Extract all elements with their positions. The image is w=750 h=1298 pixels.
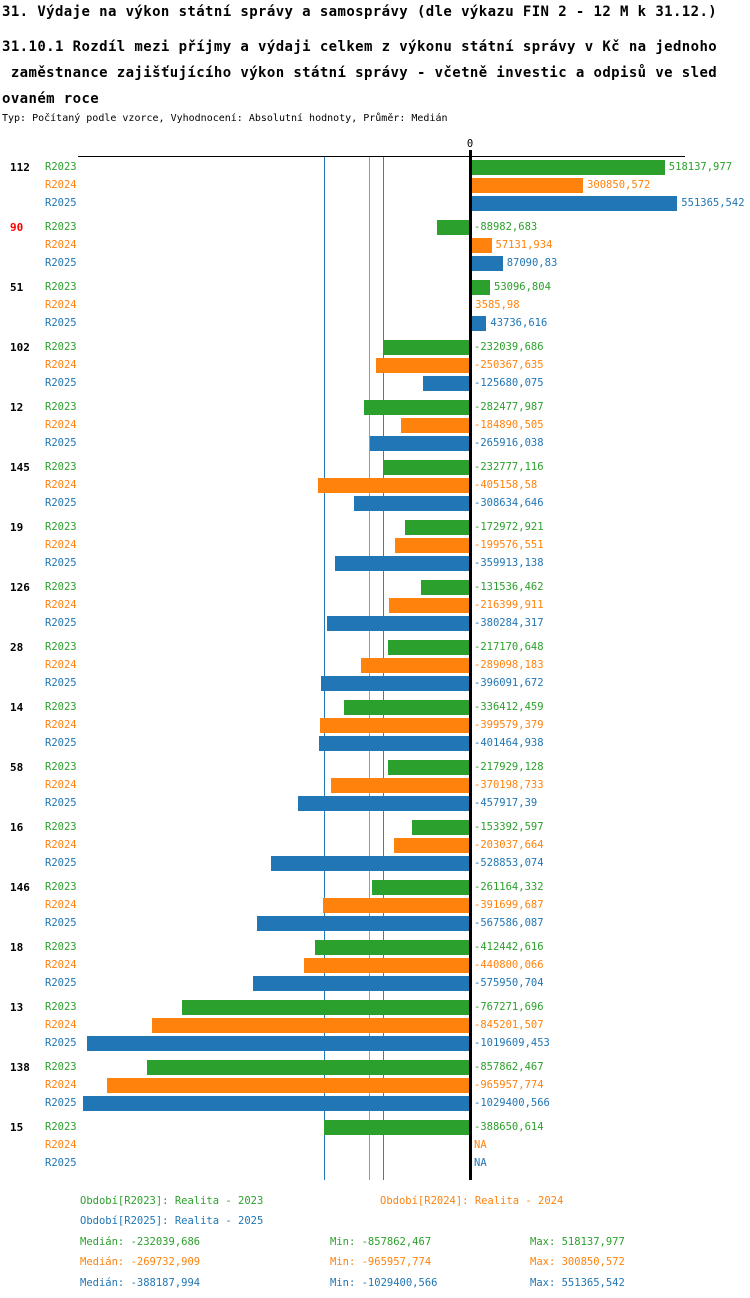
series-label-r2025: R2025 (45, 317, 77, 329)
series-label-r2024: R2024 (45, 359, 77, 371)
bar-r2024[interactable] (395, 538, 470, 553)
series-label-r2023: R2023 (45, 461, 77, 473)
series-label-r2024: R2024 (45, 779, 77, 791)
bar-r2025[interactable] (298, 796, 470, 811)
stat-max-r2024: Max: 300850,572 (530, 1256, 625, 1268)
stat-median-r2023: Medián: -232039,686 (80, 1236, 201, 1248)
bar-r2025[interactable] (321, 676, 470, 691)
value-label-r2025: -308634,646 (474, 497, 544, 509)
stat-max-r2023: Max: 518137,977 (530, 1236, 625, 1248)
bar-r2025[interactable] (470, 196, 677, 211)
bar-r2024[interactable] (389, 598, 470, 613)
value-label-r2025: -125680,075 (474, 377, 544, 389)
value-label-r2024: 3585,98 (475, 299, 520, 311)
value-label-r2025: -528853,074 (474, 857, 544, 869)
bar-r2025[interactable] (370, 436, 470, 451)
value-label-r2023: -153392,597 (474, 821, 544, 833)
bar-r2024[interactable] (361, 658, 470, 673)
series-label-r2023: R2023 (45, 281, 77, 293)
stat-min-r2025: Min: -1029400,566 (330, 1277, 438, 1289)
bar-r2023[interactable] (324, 1120, 470, 1135)
bar-r2023[interactable] (437, 220, 471, 235)
page-subtitle-line-2: zaměstnance zajišťujícího výkon státní správy - včetně investic a odpisů ve sled (2, 65, 718, 81)
bar-r2024[interactable] (318, 478, 470, 493)
stat-min-r2024: Min: -965957,774 (330, 1256, 432, 1268)
value-label-r2024: -370198,733 (474, 779, 544, 791)
series-label-r2025: R2025 (45, 437, 77, 449)
value-label-r2024: -216399,911 (474, 599, 544, 611)
value-label-r2024: -199576,551 (474, 539, 544, 551)
series-label-r2025: R2025 (45, 617, 77, 629)
series-label-r2024: R2024 (45, 179, 77, 191)
series-label-r2023: R2023 (45, 701, 77, 713)
value-label-r2023: -131536,462 (474, 581, 544, 593)
bar-r2023[interactable] (315, 940, 470, 955)
value-label-r2023: -261164,332 (474, 881, 544, 893)
value-label-r2024: -965957,774 (474, 1079, 544, 1091)
series-label-r2024: R2024 (45, 1019, 77, 1031)
value-label-r2023: -88982,683 (474, 221, 538, 233)
value-label-r2024: -845201,507 (474, 1019, 544, 1031)
stat-min-r2023: Min: -857862,467 (330, 1236, 432, 1248)
series-label-r2024: R2024 (45, 419, 77, 431)
bar-r2023[interactable] (182, 1000, 471, 1015)
value-label-r2023: 518137,977 (668, 161, 733, 173)
value-label-r2023: -336412,459 (474, 701, 544, 713)
bar-r2023[interactable] (388, 760, 470, 775)
stat-max-r2025: Max: 551365,542 (530, 1277, 625, 1289)
bar-r2023[interactable] (388, 640, 470, 655)
bar-r2024[interactable] (304, 958, 470, 973)
value-label-r2023: -217170,648 (474, 641, 544, 653)
value-label-r2024: 57131,934 (495, 239, 553, 251)
bar-r2024[interactable] (323, 898, 470, 913)
value-label-r2024: -399579,379 (474, 719, 544, 731)
value-label-r2025: -359913,138 (474, 557, 544, 569)
series-label-r2025: R2025 (45, 497, 77, 509)
value-label-r2024: NA (474, 1139, 487, 1151)
value-label-r2025: -1029400,566 (474, 1097, 550, 1109)
value-label-r2024: 300850,572 (587, 179, 651, 191)
group-label-14: 14 (10, 701, 24, 714)
series-label-r2024: R2024 (45, 1139, 77, 1151)
bar-r2024[interactable] (320, 718, 470, 733)
bar-r2025[interactable] (327, 616, 470, 631)
value-label-r2023: -412442,616 (474, 941, 544, 953)
value-label-r2023: -767271,696 (474, 1001, 544, 1013)
series-label-r2024: R2024 (45, 599, 77, 611)
series-label-r2025: R2025 (45, 677, 77, 689)
value-label-r2025: -265916,038 (474, 437, 544, 449)
bar-r2025[interactable] (354, 496, 470, 511)
bar-r2024[interactable] (394, 838, 470, 853)
series-label-r2023: R2023 (45, 1121, 77, 1133)
group-label-18: 18 (10, 941, 24, 954)
page-subtitle-line-3: ovaném roce (2, 91, 100, 107)
series-label-r2024: R2024 (45, 239, 77, 251)
bar-r2023[interactable] (405, 520, 470, 535)
value-label-r2024: -391699,687 (474, 899, 544, 911)
bar-r2023[interactable] (364, 400, 470, 415)
series-label-r2025: R2025 (45, 557, 77, 569)
value-label-r2023: 53096,804 (494, 281, 551, 293)
page-subtitle-line-1: 31.10.1 Rozdíl mezi příjmy a výdaji celkem z výkonu státní správy v Kč na jednoho (2, 39, 718, 55)
series-label-r2023: R2023 (45, 341, 77, 353)
bar-r2024[interactable] (152, 1018, 470, 1033)
value-label-r2025: -380284,317 (474, 617, 544, 629)
bar-r2025[interactable] (470, 256, 503, 271)
value-label-r2025: NA (474, 1157, 487, 1169)
bar-r2023[interactable] (470, 280, 490, 295)
series-label-r2024: R2024 (45, 659, 77, 671)
series-label-r2023: R2023 (45, 1001, 77, 1013)
value-label-r2024: -250367,635 (474, 359, 544, 371)
bar-r2025[interactable] (253, 976, 470, 991)
bar-r2023[interactable] (470, 160, 665, 175)
bar-r2023[interactable] (344, 700, 471, 715)
bar-r2024[interactable] (401, 418, 471, 433)
series-label-r2025: R2025 (45, 857, 77, 869)
group-label-51: 51 (10, 281, 24, 294)
value-label-r2023: -388650,614 (474, 1121, 544, 1133)
group-label-145: 145 (10, 461, 30, 474)
bar-r2024[interactable] (376, 358, 470, 373)
series-label-r2023: R2023 (45, 641, 77, 653)
bar-r2023[interactable] (147, 1060, 470, 1075)
series-label-r2025: R2025 (45, 977, 77, 989)
series-label-r2023: R2023 (45, 821, 77, 833)
value-label-r2025: -575950,704 (474, 977, 544, 989)
series-label-r2023: R2023 (45, 401, 77, 413)
legend-item-r2023: Období[R2023]: Realita - 2023 (80, 1195, 264, 1207)
bar-r2025[interactable] (87, 1036, 470, 1051)
bar-r2024[interactable] (470, 238, 492, 253)
group-label-15: 15 (10, 1121, 24, 1134)
bar-r2024[interactable] (107, 1078, 470, 1093)
group-label-138: 138 (10, 1061, 30, 1074)
series-label-r2023: R2023 (45, 581, 77, 593)
group-label-146: 146 (10, 881, 30, 894)
group-label-90: 90 (10, 221, 24, 234)
series-label-r2025: R2025 (45, 1097, 77, 1109)
bar-r2023[interactable] (372, 880, 470, 895)
series-label-r2024: R2024 (45, 839, 77, 851)
value-label-r2023: -232777,116 (474, 461, 544, 473)
series-label-r2025: R2025 (45, 917, 77, 929)
value-label-r2025: -567586,087 (474, 917, 544, 929)
group-label-13: 13 (10, 1001, 24, 1014)
value-label-r2023: -217929,128 (474, 761, 544, 773)
zero-axis-line (469, 150, 472, 1180)
value-label-r2023: -172972,921 (474, 521, 544, 533)
series-label-r2025: R2025 (45, 1157, 77, 1169)
series-label-r2023: R2023 (45, 161, 77, 173)
value-label-r2024: -203037,664 (474, 839, 544, 851)
bar-r2023[interactable] (412, 820, 470, 835)
group-label-16: 16 (10, 821, 24, 834)
bar-r2025[interactable] (319, 736, 470, 751)
group-label-12: 12 (10, 401, 24, 414)
series-label-r2024: R2024 (45, 959, 77, 971)
value-label-r2025: 87090,83 (506, 257, 558, 269)
bar-r2024[interactable] (331, 778, 470, 793)
series-label-r2025: R2025 (45, 197, 77, 209)
value-label-r2024: -440800,066 (474, 959, 544, 971)
series-label-r2023: R2023 (45, 221, 77, 233)
bar-r2023[interactable] (421, 580, 471, 595)
value-label-r2025: 551365,542 (681, 197, 745, 209)
value-label-r2025: -396091,672 (474, 677, 544, 689)
value-label-r2023: -232039,686 (474, 341, 544, 353)
series-label-r2024: R2024 (45, 899, 77, 911)
series-label-r2024: R2024 (45, 719, 77, 731)
series-label-r2024: R2024 (45, 479, 77, 491)
bar-r2025[interactable] (335, 556, 470, 571)
value-label-r2025: -1019609,453 (474, 1037, 550, 1049)
series-label-r2025: R2025 (45, 1037, 77, 1049)
value-label-r2023: -282477,987 (474, 401, 544, 413)
group-label-102: 102 (10, 341, 30, 354)
series-label-r2023: R2023 (45, 941, 77, 953)
series-label-r2023: R2023 (45, 881, 77, 893)
bar-r2025[interactable] (257, 916, 470, 931)
zero-tick-label: 0 (466, 138, 474, 150)
value-label-r2024: -405158,58 (474, 479, 538, 491)
chart-meta: Typ: Počítaný podle vzorce, Vyhodnocení: Absolutní hodnoty, Průměr: Medián (2, 113, 448, 124)
value-label-r2025: -457917,39 (474, 797, 538, 809)
series-label-r2024: R2024 (45, 299, 77, 311)
series-label-r2023: R2023 (45, 761, 77, 773)
series-label-r2025: R2025 (45, 737, 77, 749)
bar-r2025[interactable] (470, 316, 486, 331)
legend-item-r2025: Období[R2025]: Realita - 2025 (80, 1215, 264, 1227)
value-label-r2024: -289098,183 (474, 659, 544, 671)
value-label-r2025: 43736,616 (490, 317, 548, 329)
series-label-r2025: R2025 (45, 797, 77, 809)
series-label-r2023: R2023 (45, 521, 77, 533)
series-label-r2025: R2025 (45, 257, 77, 269)
series-label-r2024: R2024 (45, 539, 77, 551)
value-label-r2023: -857862,467 (474, 1061, 544, 1073)
series-label-r2024: R2024 (45, 1079, 77, 1091)
bar-r2025[interactable] (271, 856, 470, 871)
series-label-r2025: R2025 (45, 377, 77, 389)
group-label-58: 58 (10, 761, 24, 774)
group-label-19: 19 (10, 521, 24, 534)
page-title: 31. Výdaje na výkon státní správy a samosprávy (dle výkazu FIN 2 - 12 M k 31.12.) (2, 4, 718, 20)
series-label-r2023: R2023 (45, 1061, 77, 1073)
bar-r2025[interactable] (83, 1096, 470, 1111)
group-label-28: 28 (10, 641, 24, 654)
bar-r2024[interactable] (470, 178, 583, 193)
stat-median-r2025: Medián: -388187,994 (80, 1277, 201, 1289)
bar-r2023[interactable] (383, 460, 471, 475)
group-label-126: 126 (10, 581, 30, 594)
value-label-r2025: -401464,938 (474, 737, 544, 749)
group-label-112: 112 (10, 161, 30, 174)
legend-item-r2024: Období[R2024]: Realita - 2024 (380, 1195, 564, 1207)
bar-r2025[interactable] (423, 376, 470, 391)
bar-r2023[interactable] (383, 340, 470, 355)
value-label-r2024: -184890,505 (474, 419, 544, 431)
stat-median-r2024: Medián: -269732,909 (80, 1256, 201, 1268)
